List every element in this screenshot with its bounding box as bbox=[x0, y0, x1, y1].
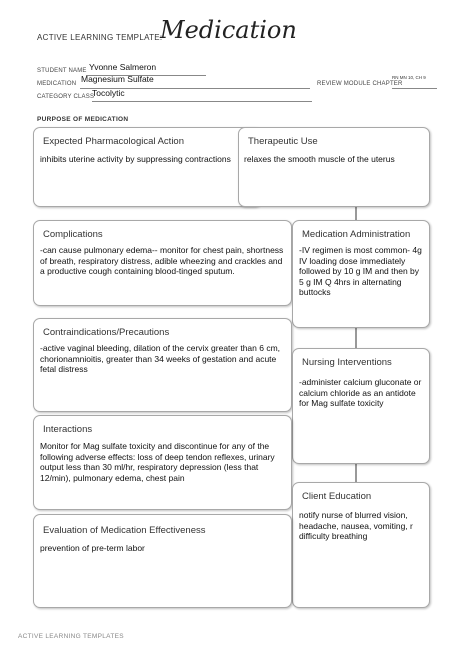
client-education-title: Client Education bbox=[302, 491, 372, 502]
expected-action-card bbox=[33, 127, 261, 207]
administration-body[interactable]: -IV regimen is most common- 4g IV loading dose immediately followed by 10 g IM and then by 5 g IM Q 4hrs in alternating buttocks bbox=[299, 245, 422, 297]
expected-action-title: Expected Pharmacological Action bbox=[43, 136, 184, 147]
administration-card bbox=[292, 220, 430, 328]
complications-card bbox=[33, 220, 292, 306]
contraindications-title: Contraindications/Precautions bbox=[43, 327, 170, 338]
complications-title: Complications bbox=[43, 229, 103, 240]
evaluation-body[interactable]: prevention of pre-term labor bbox=[40, 543, 145, 553]
therapeutic-use-title: Therapeutic Use bbox=[248, 136, 318, 147]
client-education-body[interactable]: notify nurse of blurred vision, headache, nausea, vomiting, r difficulty breathing bbox=[299, 510, 413, 541]
interactions-card bbox=[33, 415, 292, 510]
evaluation-title: Evaluation of Medication Effectiveness bbox=[43, 525, 206, 536]
template-label: ACTIVE LEARNING TEMPLATE: bbox=[37, 33, 163, 42]
complications-body[interactable]: -can cause pulmonary edema-- monitor for chest pain, shortness of breath, respiratory distress, adible wheezing and crackles and a productive cough containing blood-tinged sputum. bbox=[40, 245, 284, 276]
review-module-line bbox=[392, 88, 437, 89]
administration-title: Medication Administration bbox=[302, 229, 411, 240]
contraindications-card bbox=[33, 318, 292, 412]
therapeutic-use-card bbox=[238, 127, 430, 207]
nursing-interventions-card bbox=[292, 348, 430, 464]
student-name-value[interactable]: Yvonne Salmeron bbox=[89, 62, 157, 72]
page-title: Medication bbox=[160, 16, 297, 44]
evaluation-card bbox=[33, 514, 292, 608]
interactions-title: Interactions bbox=[43, 424, 93, 435]
connector-line bbox=[355, 462, 357, 482]
interactions-body[interactable]: Monitor for Mag sulfate toxicity and discontinue for any of the following adverse effects: loss of deep tendon reflexes, urinary output less than 30 ml/hr, respiratory depression (less that 12/min), pulmonary edema, chest pain bbox=[40, 441, 275, 483]
purpose-label: PURPOSE OF MEDICATION bbox=[37, 116, 129, 123]
student-name-label: STUDENT NAME bbox=[37, 68, 87, 74]
client-education-card bbox=[292, 482, 430, 608]
medication-value[interactable]: Magnesium Sulfate bbox=[81, 74, 154, 84]
connector-line bbox=[355, 326, 357, 348]
nursing-interventions-body[interactable]: -administer calcium gluconate or calcium chloride as an antidote for Mag sulfate toxicity bbox=[299, 377, 422, 408]
medication-label: MEDICATION bbox=[37, 81, 77, 87]
footer-label: ACTIVE LEARNING TEMPLATES bbox=[18, 633, 124, 640]
category-class-value[interactable]: Tocolytic bbox=[92, 88, 125, 98]
nursing-interventions-title: Nursing Interventions bbox=[302, 357, 392, 368]
review-module-label: REVIEW MODULE CHAPTER bbox=[317, 81, 403, 87]
category-class-label: CATEGORY CLASS bbox=[37, 94, 95, 100]
expected-action-body[interactable]: inhibits uterine activity by suppressing contractions bbox=[40, 154, 231, 164]
category-class-line bbox=[92, 101, 312, 102]
therapeutic-use-body[interactable]: relaxes the smooth muscle of the uterus bbox=[244, 154, 395, 164]
review-module-value[interactable]: RN MN 10, CH 9 bbox=[392, 75, 426, 80]
contraindications-body[interactable]: -active vaginal bleeding, dilation of the cervix greater than 6 cm, chorionamnioitis, greater than 34 weeks of gestation and acute fetal distress bbox=[40, 343, 281, 374]
